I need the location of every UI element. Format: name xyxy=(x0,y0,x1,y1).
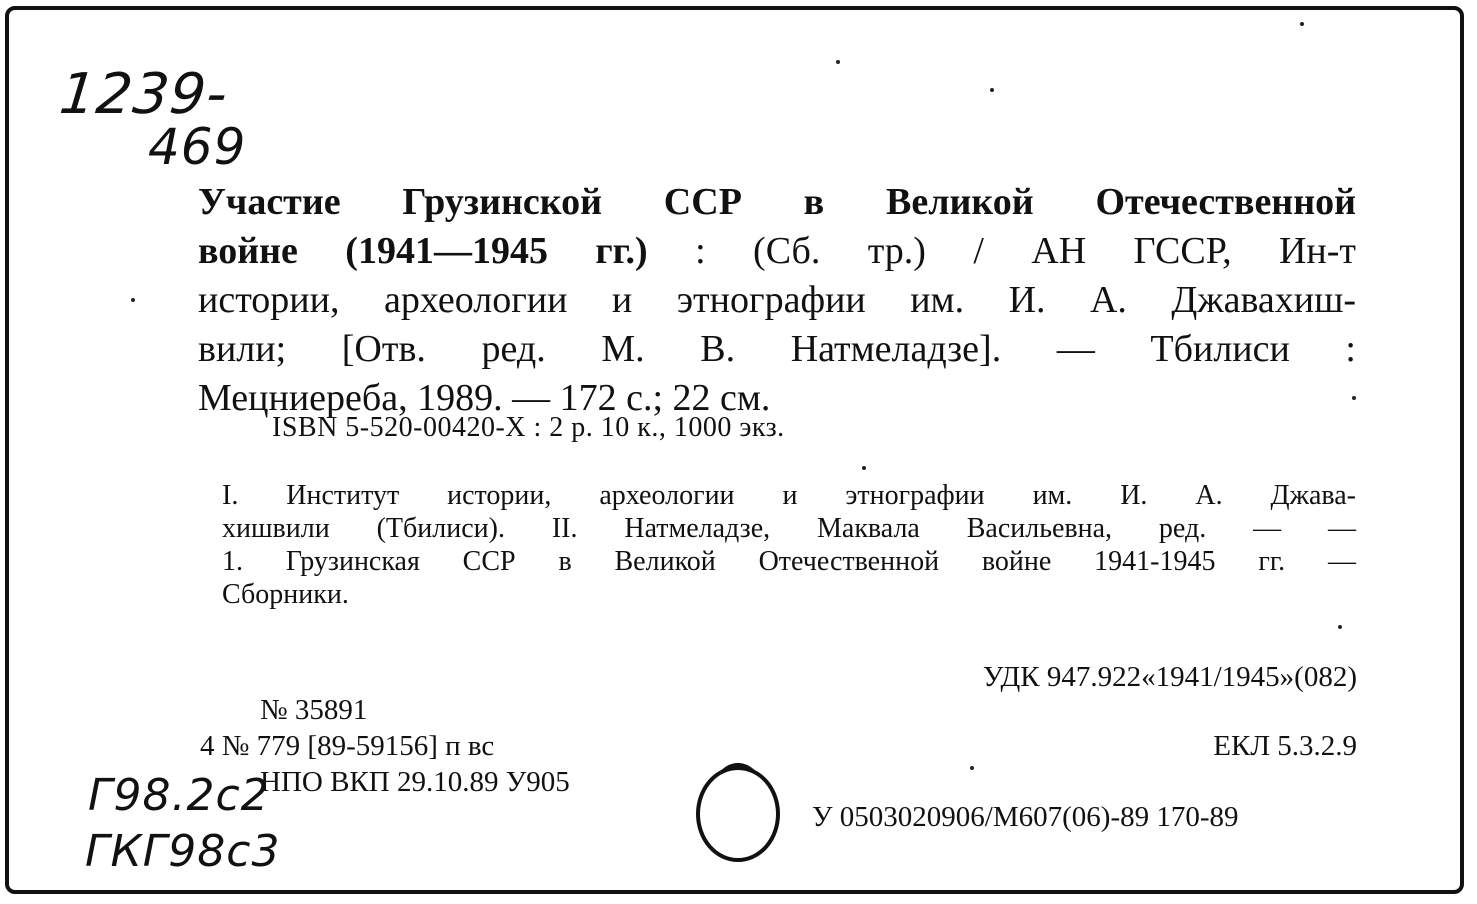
bibliographic-description xyxy=(198,178,1356,423)
speck xyxy=(970,766,974,770)
title-line-2-rest: : (Сб. тр.) / АН ГССР, Ин-т xyxy=(647,230,1356,272)
title-line-1: Участие Грузинской ССР в Великой Отечественной xyxy=(198,181,1356,223)
index-line-3: 1. Грузинская ССР в Великой Отечественной войне 1941-1945 гг. — xyxy=(222,546,1356,577)
index-line-1: I. Институт истории, археологии и этнографии им. И. А. Джава- xyxy=(222,480,1356,511)
speck xyxy=(1352,396,1356,400)
speck xyxy=(990,88,994,92)
ekl-code: ЕКЛ 5.3.2.9 xyxy=(1213,730,1357,762)
title-line-2-bold: войне (1941—1945 гг.) xyxy=(198,230,648,272)
copyright-circle-icon xyxy=(692,752,784,862)
card-number: № 35891 xyxy=(260,694,368,726)
npo-line: НПО ВКП 29.10.89 У905 xyxy=(260,766,570,798)
speck xyxy=(1338,625,1342,629)
title-line-4: вили; [Отв. ред. М. В. Натмеладзе]. — Тбилиси : xyxy=(198,328,1356,370)
classification-code: У 0503020906/М607(06)-89 170-89 xyxy=(812,801,1239,833)
speck xyxy=(1300,22,1304,26)
index-line-4: Сборники. xyxy=(222,579,349,610)
handwritten-code-bottom: Г98.2с2 xyxy=(88,770,270,821)
udk-code: УДК 947.922«1941/1945»(082) xyxy=(982,661,1357,693)
order-line: 4 № 779 [89-59156] п вс xyxy=(200,730,495,762)
subject-index xyxy=(222,479,1356,611)
speck xyxy=(131,298,135,302)
isbn-line: ISBN 5-520-00420-X : 2 р. 10 к., 1000 экз. xyxy=(272,412,785,443)
handwritten-code-top: 1239- xyxy=(56,62,232,127)
index-line-2: хишвили (Тбилиси). II. Натмеладзе, Маквала Васильевна, ред. — — xyxy=(222,513,1356,544)
handwritten-code-top-2: 469 xyxy=(148,118,247,176)
title-line-2 xyxy=(198,227,1356,276)
speck xyxy=(836,60,840,64)
title-line-3: истории, археологии и этнографии им. И. А. Джавахиш- xyxy=(198,279,1356,321)
handwritten-code-bottom-2: ГКГ98с3 xyxy=(85,826,281,877)
title-line-5: Мецниереба, 1989. — 172 с.; 22 см. xyxy=(198,377,771,419)
speck xyxy=(862,466,866,470)
